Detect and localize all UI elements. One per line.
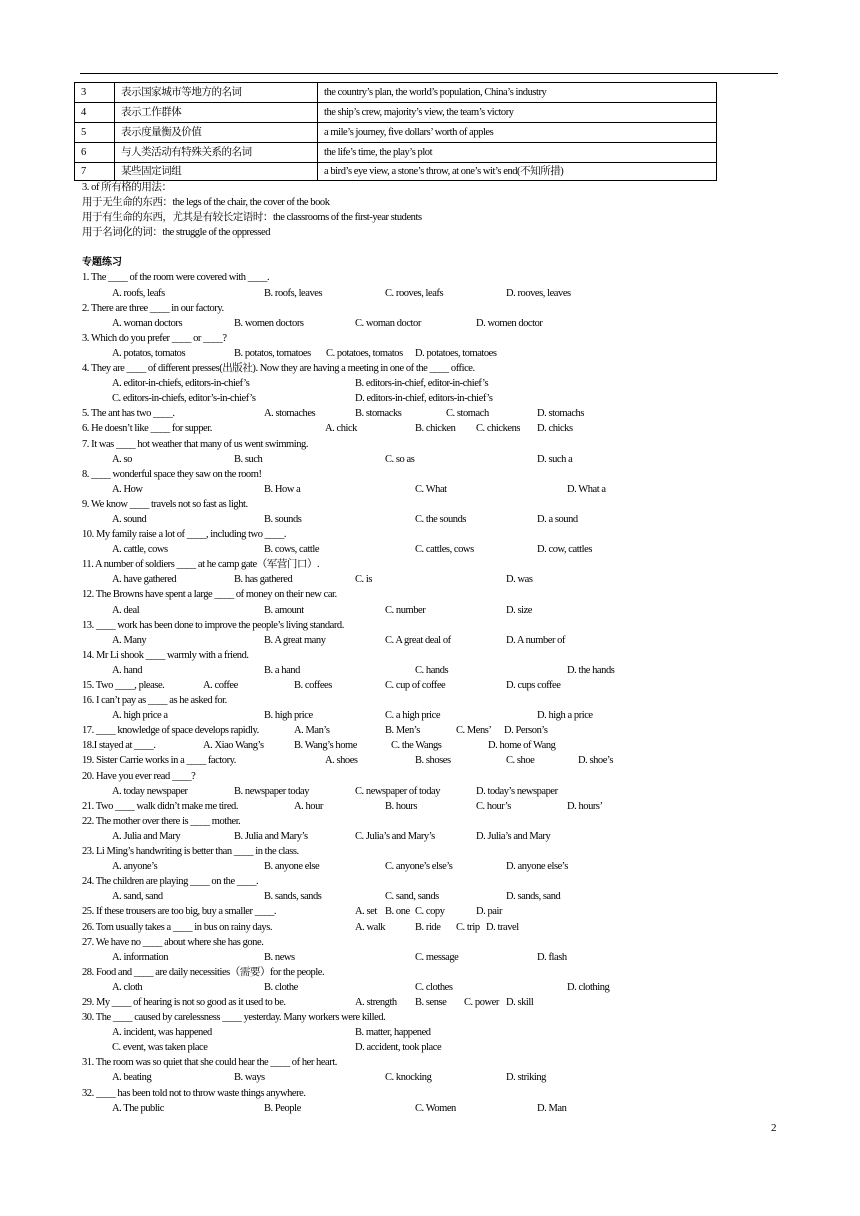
question-stem: 4. They are ____ of different presses(出版社). Now they are having a meeting in one of the ____ office. xyxy=(82,363,475,375)
option-d: D. was xyxy=(506,574,533,586)
option-b: B. A great many xyxy=(264,634,326,646)
spacer xyxy=(82,240,722,255)
option-c: C. sand, sands xyxy=(385,891,439,903)
option-c: C. number xyxy=(385,604,426,616)
option-b: B. shoses xyxy=(415,755,451,767)
option-a: A. Many xyxy=(112,634,147,646)
option-b: B. anyone else xyxy=(264,861,320,873)
question-stem: 24. The children are playing ____ on the ____. xyxy=(82,876,259,888)
option-row xyxy=(82,784,722,799)
question-stem: 12. The Browns have spent a large ____ of money on their new car. xyxy=(82,589,337,601)
option-a: A. potatos, tomatos xyxy=(112,347,186,359)
option-b: B. news xyxy=(264,951,295,963)
question-stem: 27. We have no ____ about where she has gone. xyxy=(82,936,264,948)
row-category: 与人类活动有特殊关系的名词 xyxy=(115,143,318,163)
option-d: D. such a xyxy=(537,453,573,465)
option-d: D. pair xyxy=(476,906,503,918)
row-examples: a bird’s eye view, a stone’s throw, at one’s wit’s end(不知所措) xyxy=(318,163,717,181)
option-d: D. home of Wang xyxy=(488,740,556,752)
option-row xyxy=(82,663,722,678)
option-c: C. trip xyxy=(456,921,480,933)
option-c: C. clothes xyxy=(415,981,453,993)
usage-line: 用于有生命的东西，尤其是有较长定语时：the classrooms of the first-year students xyxy=(82,212,422,224)
option-a: A. deal xyxy=(112,604,140,616)
option-d: D. Person’s xyxy=(504,725,548,737)
question-stem: 23. Li Ming’s handwriting is better than ____ in the class. xyxy=(82,846,299,858)
question-row xyxy=(82,738,722,753)
row-examples: a mile’s journey, five dollars’ worth of apples xyxy=(318,123,717,143)
option-d: D. accident, took place xyxy=(355,1042,442,1054)
option-b: B. ways xyxy=(234,1072,265,1084)
table-row xyxy=(75,163,717,181)
option-b: B. clothe xyxy=(264,981,298,993)
question-stem: 9. We know ____ travels not so fast as light. xyxy=(82,498,248,510)
option-row xyxy=(82,708,722,723)
option-row xyxy=(82,633,722,648)
question-stem: 7. It was ____ hot weather that many of us went swimming. xyxy=(82,438,309,450)
option-b: B. Wang’s home xyxy=(294,740,357,752)
option-b: B. a hand xyxy=(264,664,300,676)
question-stem: 15. Two ____, please. xyxy=(82,680,165,691)
option-c: C. is xyxy=(355,574,373,586)
option-c: C. so as xyxy=(385,453,415,465)
option-c: C. Julia’s and Mary’s xyxy=(355,830,435,842)
option-a: A. incident, was happened xyxy=(112,1027,212,1039)
question-row xyxy=(82,421,722,436)
question-stem: 16. I can’t pay as ____ as he asked for. xyxy=(82,695,227,707)
option-d: D. editors-in-chief, editors-in-chief’s xyxy=(355,393,493,405)
option-c: C. rooves, leafs xyxy=(385,287,444,299)
option-b: B. How a xyxy=(264,483,301,495)
option-a: A. roofs, leafs xyxy=(112,287,165,299)
option-a: A. stomaches xyxy=(264,408,316,420)
option-d: D. high a price xyxy=(537,710,593,722)
row-number: 3 xyxy=(75,83,115,103)
option-a: A. strength xyxy=(355,996,397,1008)
option-c: C. cup of coffee xyxy=(385,680,446,691)
option-a: A. coffee xyxy=(203,680,238,691)
option-d: D. stomachs xyxy=(537,408,584,420)
option-d: D. cow, cattles xyxy=(537,544,592,556)
question-stem: 28. Food and ____ are daily necessities（需要）for the people. xyxy=(82,966,325,978)
question-stem: 10. My family raise a lot of ____, including two ____. xyxy=(82,529,287,541)
option-b: B. high price xyxy=(264,710,313,722)
option-b: B. women doctors xyxy=(234,317,304,329)
option-c: C. shoe xyxy=(506,755,535,767)
option-a: A. chick xyxy=(325,423,357,435)
question-row xyxy=(82,678,722,693)
usage-line: 用于名词化的词：the struggle of the oppressed xyxy=(82,227,271,239)
row-examples: the life’s time, the play’s plot xyxy=(318,143,717,163)
option-b: B. coffees xyxy=(294,680,332,691)
option-c: C. message xyxy=(415,951,459,963)
option-c: C. woman doctor xyxy=(355,317,421,329)
option-a: A. Xiao Wang’s xyxy=(203,740,264,752)
question-stem: 25. If these trousers are too big, buy a smaller ____. xyxy=(82,906,277,918)
option-b: B. has gathered xyxy=(234,574,293,586)
option-row xyxy=(82,452,722,467)
option-d: D. potatoes, tomatoes xyxy=(415,347,497,359)
option-d: D. What a xyxy=(567,483,606,495)
option-b: B. hours xyxy=(385,800,417,812)
option-row xyxy=(82,572,722,587)
question-stem: 30. The ____ caused by carelessness ____ yesterday. Many workers were killed. xyxy=(82,1012,386,1024)
page-number: 2 xyxy=(771,1122,777,1134)
option-c: C. stomach xyxy=(446,408,489,420)
question-stem: 20. Have you ever read ____? xyxy=(82,770,196,782)
table-row xyxy=(75,123,717,143)
option-b: B. sands, sands xyxy=(264,891,322,903)
question-stem: 1. The ____ of the room were covered with ____. xyxy=(82,272,270,284)
option-d: D. sands, sand xyxy=(506,891,561,903)
option-b: B. potatos, tomatoes xyxy=(234,347,311,359)
option-c: C. hands xyxy=(415,664,449,676)
option-d: D. women doctor xyxy=(476,317,543,329)
option-c: C. the Wangs xyxy=(391,740,442,752)
option-a: A. beating xyxy=(112,1072,152,1084)
option-b: B. Julia and Mary’s xyxy=(234,830,308,842)
option-c: C. What xyxy=(415,483,447,495)
option-b: B. sounds xyxy=(264,513,302,525)
option-a: A. shoes xyxy=(325,755,358,767)
option-d: D. anyone else’s xyxy=(506,861,568,873)
option-a: A. Julia and Mary xyxy=(112,830,181,842)
question-stem: 18.I stayed at ____. xyxy=(82,740,156,752)
option-a: A. hand xyxy=(112,664,143,676)
option-row xyxy=(82,1101,722,1116)
option-a: A. information xyxy=(112,951,169,963)
option-row xyxy=(82,950,722,965)
option-a: A. editor-in-chiefs, editors-in-chief’s xyxy=(112,378,250,390)
option-b: B. stomacks xyxy=(355,408,402,420)
question-stem: 5. The ant has two ____. xyxy=(82,408,175,420)
option-b: B. sense xyxy=(415,996,447,1008)
option-d: D. clothing xyxy=(567,981,610,993)
option-c: C. editors-in-chiefs, editor’s-in-chief’s xyxy=(112,393,256,405)
option-a: A. hour xyxy=(294,800,323,812)
option-c: C. cattles, cows xyxy=(415,544,474,556)
row-number: 4 xyxy=(75,103,115,123)
question-stem: 22. The mother over there is ____ mother. xyxy=(82,815,241,827)
option-b: B. chicken xyxy=(415,423,456,435)
option-row xyxy=(82,889,722,904)
option-c: C. the sounds xyxy=(415,513,467,525)
option-a: A. today newspaper xyxy=(112,785,188,797)
option-a: A. The public xyxy=(112,1102,164,1114)
option-row xyxy=(82,980,722,995)
option-a: A. sand, sand xyxy=(112,891,163,903)
row-category: 表示度量衡及价值 xyxy=(115,123,318,143)
option-d: D. flash xyxy=(537,951,567,963)
option-a: A. sound xyxy=(112,513,147,525)
option-row xyxy=(82,859,722,874)
option-d: D. skill xyxy=(506,996,534,1008)
option-d: D. the hands xyxy=(567,664,615,676)
row-number: 7 xyxy=(75,163,115,181)
option-c: C. chickens xyxy=(476,423,521,435)
option-row xyxy=(82,391,722,406)
option-d: D. Man xyxy=(537,1102,567,1114)
option-row xyxy=(82,829,722,844)
question-stem: 3. Which do you prefer ____ or ____? xyxy=(82,332,227,344)
option-d: D. rooves, leaves xyxy=(506,287,571,299)
question-row xyxy=(82,753,722,768)
option-row xyxy=(82,346,722,361)
question-stem: 32. ____ has been told not to throw waste things anywhere. xyxy=(82,1087,306,1099)
option-a: A. set xyxy=(355,906,377,918)
table-row xyxy=(75,143,717,163)
row-number: 5 xyxy=(75,123,115,143)
option-d: D. cups coffee xyxy=(506,680,561,691)
option-row xyxy=(82,603,722,618)
question-stem: 21. Two ____ walk didn’t make me tired. xyxy=(82,800,239,812)
option-row xyxy=(82,1025,722,1040)
option-b: B. newspaper today xyxy=(234,785,310,797)
row-category: 表示国家城市等地方的名词 xyxy=(115,83,318,103)
row-examples: the ship’s crew, majority’s view, the team’s victory xyxy=(318,103,717,123)
question-stem: 14. Mr Li shook ____ warmly with a friend. xyxy=(82,649,249,661)
table-row xyxy=(75,83,717,103)
option-a: A. How xyxy=(112,483,143,495)
option-c: C. knocking xyxy=(385,1072,432,1084)
question-stem: 11. A number of soldiers ____ at he camp gate（军营门口）. xyxy=(82,559,320,571)
option-c: C. hour’s xyxy=(476,800,511,812)
option-row xyxy=(82,316,722,331)
option-row xyxy=(82,1040,722,1055)
option-b: B. editors-in-chief, editor-in-chief’s xyxy=(355,378,489,390)
practice-title: 专题练习 xyxy=(82,257,122,269)
possessive-table xyxy=(74,82,717,181)
table-row xyxy=(75,103,717,123)
option-d: D. Julia’s and Mary xyxy=(476,830,551,842)
option-c: C. Women xyxy=(415,1102,456,1114)
row-number: 6 xyxy=(75,143,115,163)
option-a: A. so xyxy=(112,453,132,465)
header-rule xyxy=(80,73,778,74)
row-category: 表示工作群体 xyxy=(115,103,318,123)
option-c: C. potatoes, tomatos xyxy=(326,347,403,359)
option-a: A. high price a xyxy=(112,710,168,722)
question-stem: 8. ____ wonderful space they saw on the room! xyxy=(82,468,262,480)
option-b: B. amount xyxy=(264,604,304,616)
option-c: C. event, was taken place xyxy=(112,1042,208,1054)
option-b: B. roofs, leaves xyxy=(264,287,323,299)
option-d: D. size xyxy=(506,604,533,616)
option-row xyxy=(82,286,722,301)
section-heading: 3. of 所有格的用法： xyxy=(82,182,172,193)
option-row xyxy=(82,512,722,527)
option-b: B. ride xyxy=(415,921,441,933)
option-b: B. matter, happened xyxy=(355,1027,431,1039)
option-d: D. a sound xyxy=(537,513,578,525)
option-c: C. a high price xyxy=(385,710,441,722)
option-c: C. anyone’s else’s xyxy=(385,861,453,873)
question-stem: 26. Tom usually takes a ____ in bus on rainy days. xyxy=(82,921,273,933)
option-d: D. chicks xyxy=(537,423,573,435)
option-b: B. cows, cattle xyxy=(264,544,320,556)
option-row xyxy=(82,1070,722,1085)
option-row xyxy=(82,482,722,497)
option-b: B. one xyxy=(385,906,410,918)
question-stem: 6. He doesn’t like ____ for supper. xyxy=(82,423,212,435)
option-d: D. travel xyxy=(486,921,519,933)
option-a: A. cloth xyxy=(112,981,143,993)
question-row xyxy=(82,995,722,1010)
option-d: D. A number of xyxy=(506,634,566,646)
option-a: A. have gathered xyxy=(112,574,177,586)
option-c: C. A great deal of xyxy=(385,634,451,646)
question-stem: 29. My ____ of hearing is not so good as it used to be. xyxy=(82,996,286,1008)
question-row xyxy=(82,723,722,738)
option-a: A. cattle, cows xyxy=(112,544,168,556)
option-b: B. People xyxy=(264,1102,301,1114)
question-row xyxy=(82,406,722,421)
option-c: C. Mens’ xyxy=(456,725,492,737)
option-d: D. shoe’s xyxy=(578,755,614,767)
option-a: A. Man’s xyxy=(294,725,330,737)
question-row xyxy=(82,799,722,814)
document-body xyxy=(82,180,722,1116)
question-stem: 13. ____ work has been done to improve the people’s living standard. xyxy=(82,619,344,631)
question-row xyxy=(82,920,722,935)
option-d: D. today’s newspaper xyxy=(476,785,558,797)
row-examples: the country’s plan, the world’s population, China’s industry xyxy=(318,83,717,103)
option-c: C. newspaper of today xyxy=(355,785,441,797)
option-row xyxy=(82,376,722,391)
question-row xyxy=(82,904,722,919)
question-stem: 19. Sister Carrie works in a ____ factory. xyxy=(82,755,236,767)
row-category: 某些固定词组 xyxy=(115,163,318,181)
option-d: D. hours’ xyxy=(567,800,603,812)
option-b: B. Men’s xyxy=(385,725,420,737)
option-a: A. walk xyxy=(355,921,386,933)
question-stem: 17. ____ knowledge of space develops rapidly. xyxy=(82,725,259,737)
option-c: C. power xyxy=(464,996,499,1008)
option-a: A. anyone’s xyxy=(112,861,158,873)
option-row xyxy=(82,542,722,557)
question-stem: 31. The room was so quiet that she could hear the ____ of her heart. xyxy=(82,1057,337,1069)
option-c: C. copy xyxy=(415,906,445,918)
option-a: A. woman doctors xyxy=(112,317,183,329)
option-b: B. such xyxy=(234,453,263,465)
option-d: D. striking xyxy=(506,1072,546,1084)
question-stem: 2. There are three ____ in our factory. xyxy=(82,302,224,314)
usage-line: 用于无生命的东西：the legs of the chair, the cover of the book xyxy=(82,197,330,209)
